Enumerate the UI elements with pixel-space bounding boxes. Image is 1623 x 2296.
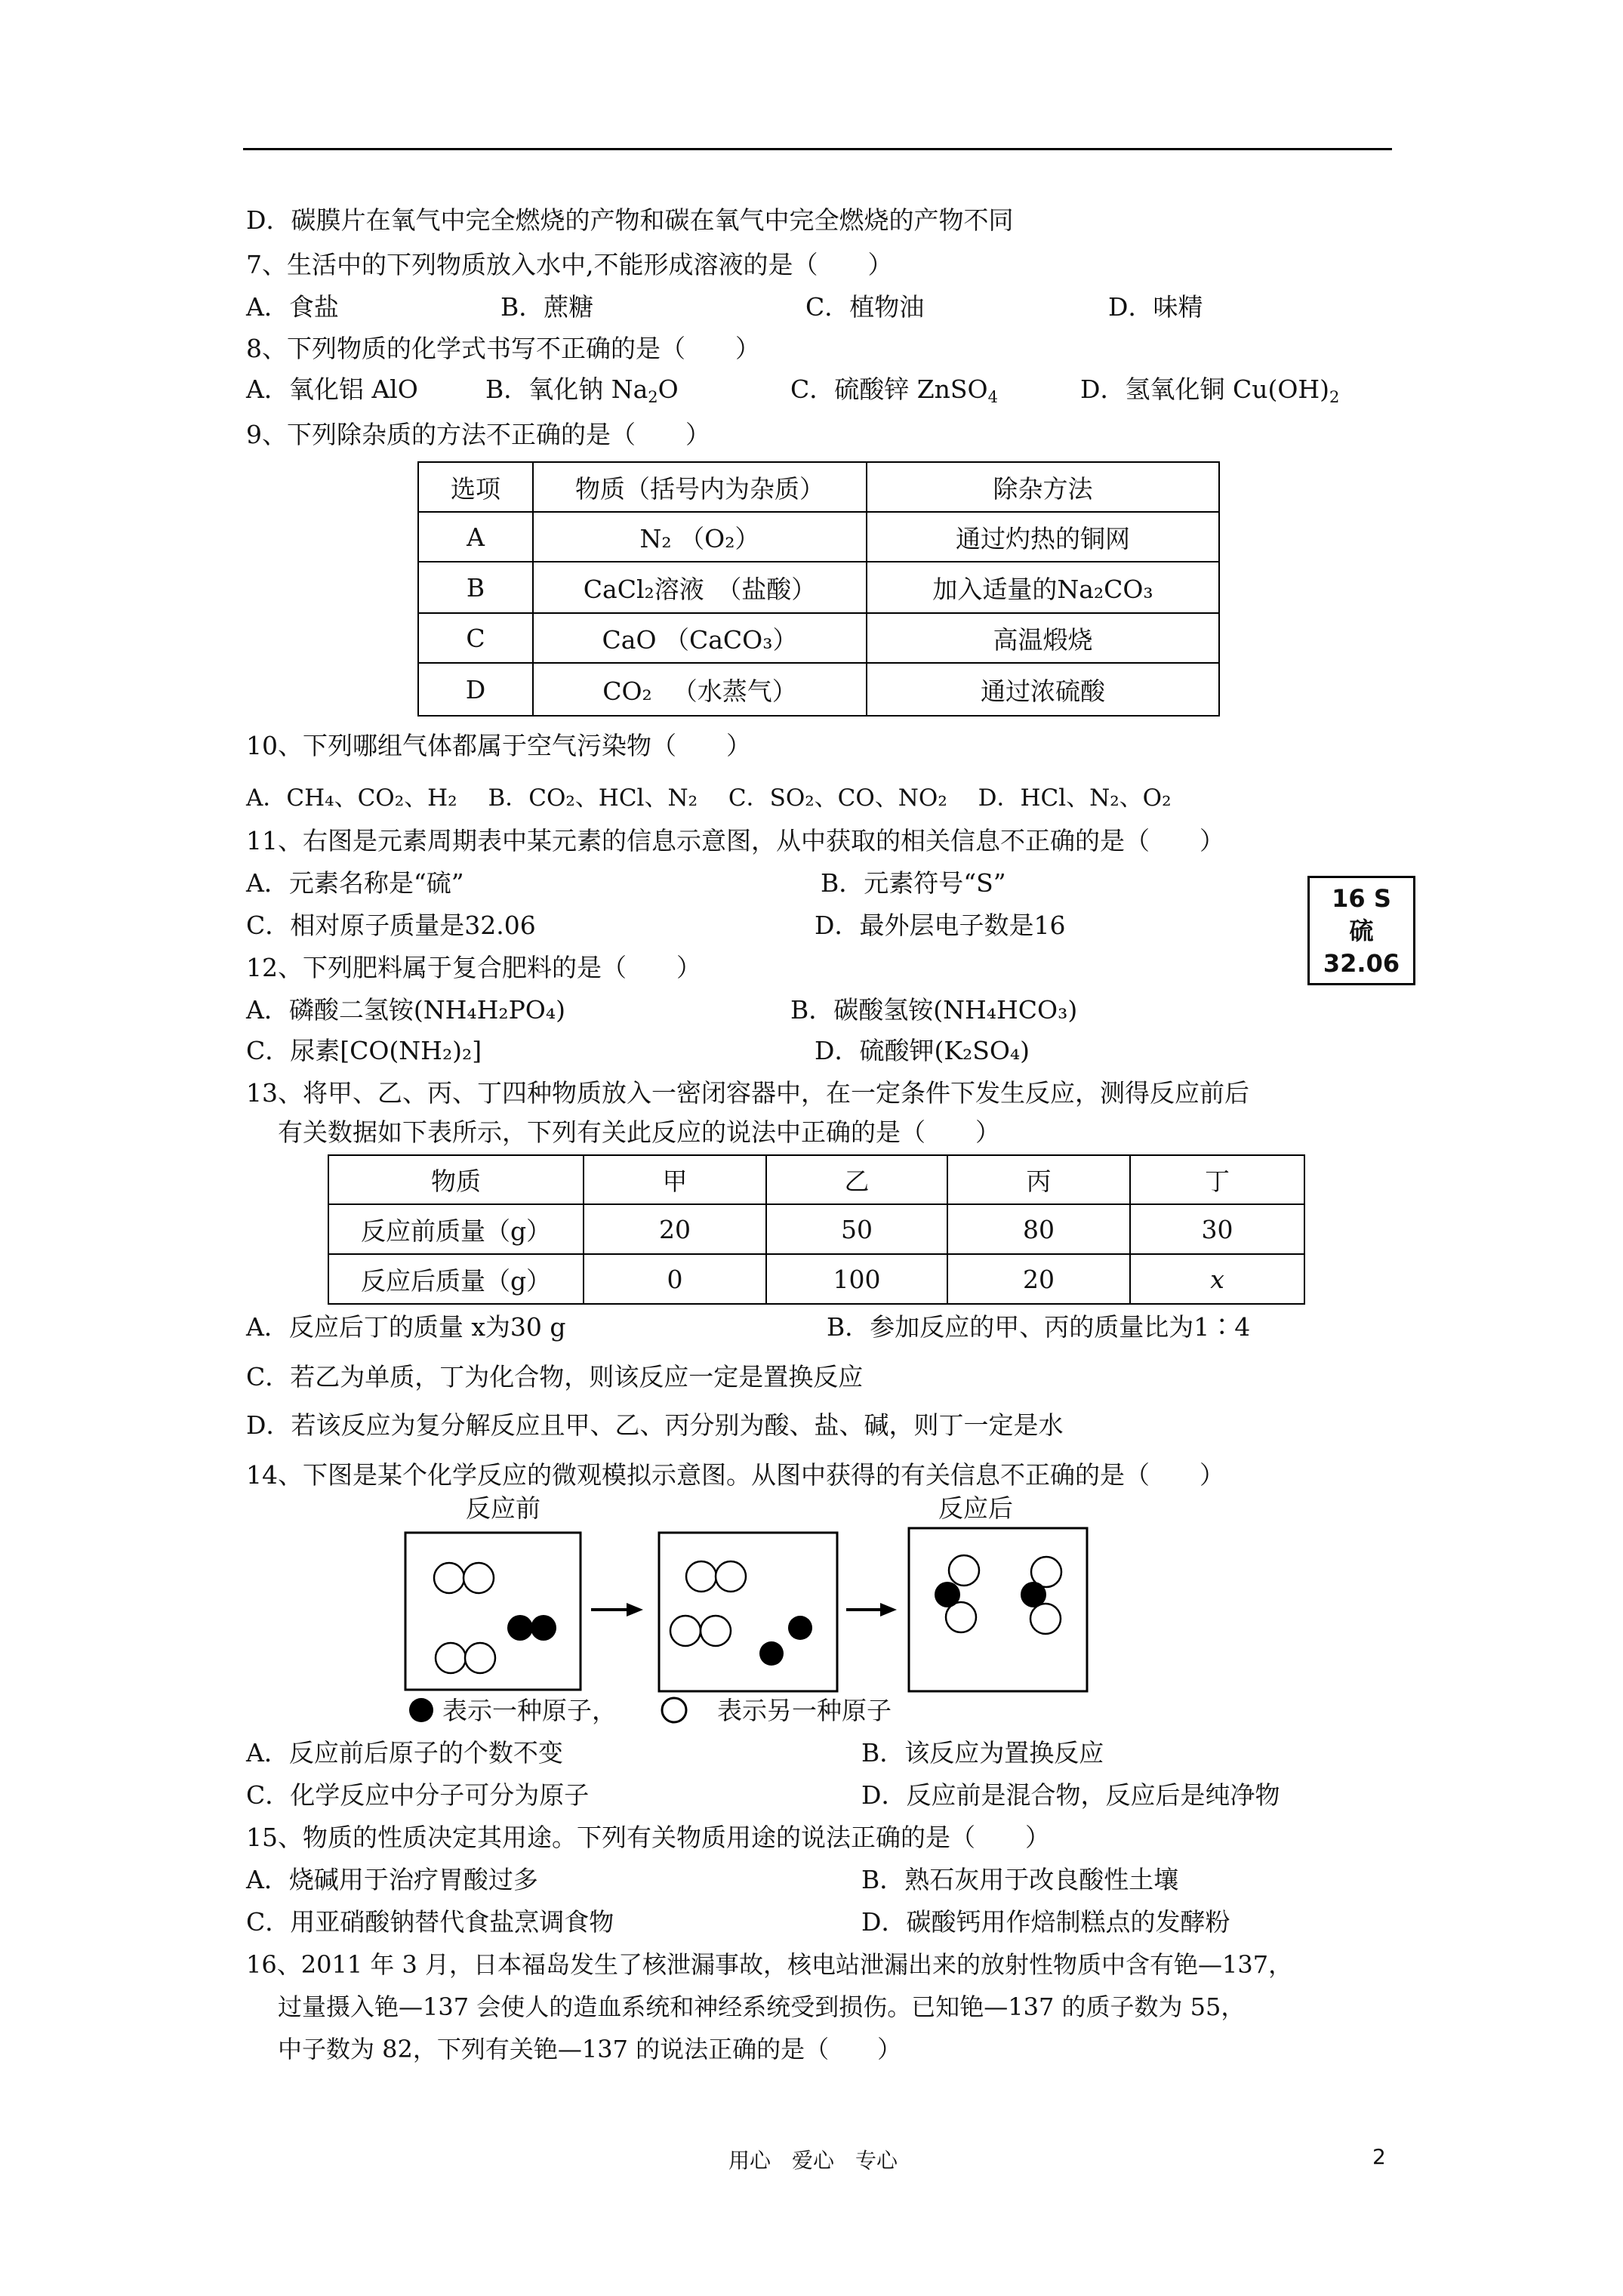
q13-cell: x	[1130, 1254, 1304, 1304]
q8-option-b: B．氧化钠 $Na_2O$	[485, 374, 679, 406]
q13-stem-line2: 有关数据如下表所示，下列有关此反应的说法中正确的是（ ）	[278, 1117, 1000, 1147]
element-mass: 32.06	[1323, 949, 1400, 978]
q13-header: 甲	[584, 1155, 766, 1204]
footer-motto: 用心 爱心 专心	[728, 2148, 898, 2173]
q14-option-a: A．反应前后原子的个数不变	[246, 1738, 563, 1767]
q9-cell: CO₂ （水蒸气）	[533, 663, 867, 716]
box-middle	[659, 1533, 837, 1691]
q14-option-d: D．反应前是混合物，反应后是纯净物	[861, 1780, 1280, 1810]
q8-option-d: D．氢氧化铜 $Cu(OH)_2$	[1080, 374, 1340, 406]
q13-cell: 100	[766, 1254, 947, 1304]
q9-table	[417, 461, 1220, 717]
q9-cell: 通过浓硫酸	[867, 663, 1219, 716]
q7-stem: 7、生活中的下列物质放入水中,不能形成溶液的是（ ）	[246, 250, 893, 279]
q15-option-d: D．碳酸钙用作焙制糕点的发酵粉	[861, 1907, 1230, 1937]
q9-cell: N₂ （O₂）	[533, 512, 867, 562]
q9-header: 物质（括号内为杂质）	[533, 462, 867, 512]
q14-stem: 14、下图是某个化学反应的微观模拟示意图。从图中获得的有关信息不正确的是（ ）	[246, 1460, 1224, 1490]
white-atom-icon	[660, 1697, 688, 1724]
q9-cell: 高温煅烧	[867, 613, 1219, 663]
q13-option-a: A．反应后丁的质量 x为30 g	[246, 1312, 566, 1342]
q13-stem-line1: 13、将甲、乙、丙、丁四种物质放入一密闭容器中，在一定条件下发生反应，测得反应前后	[246, 1078, 1249, 1108]
q9-header: 除杂方法	[867, 462, 1219, 512]
q13-cell: 80	[947, 1204, 1130, 1254]
q16-line2: 过量摄入铯—137 会使人的造血系统和神经系统受到损伤。已知铯—137 的质子数为 55，	[278, 1992, 1246, 2021]
q10-options: A．CH₄、CO₂、H₂ B．CO₂、HCl、N₂ C．SO₂、CO、NO₂ D．HCl、N₂、O₂	[246, 784, 1172, 812]
reaction-diagram	[400, 1525, 1110, 1699]
q11-option-a: A．元素名称是“硫”	[246, 868, 464, 898]
q8-option-c: C．硫酸锌 ZnSO$_4$	[790, 374, 998, 406]
q9-cell: D	[418, 663, 533, 716]
q12-option-b: B．碳酸氢铵(NH₄HCO₃)	[790, 995, 1078, 1025]
q7-option-d: D．味精	[1108, 292, 1203, 322]
legend-white-text: 表示另一种原子	[717, 1696, 892, 1725]
q13-cell: 反应前质量（g）	[328, 1204, 584, 1254]
q10-stem: 10、下列哪组气体都属于空气污染物（ ）	[246, 731, 751, 760]
q9-cell: A	[418, 512, 533, 562]
q9-cell: CaO （CaCO₃）	[533, 613, 867, 663]
legend-black-text: 表示一种原子，	[442, 1696, 617, 1725]
q9-cell: 加入适量的Na₂CO₃	[867, 562, 1219, 613]
q11-option-b: B．元素符号“S”	[821, 868, 1006, 898]
element-info-box	[1307, 876, 1415, 985]
black-atom-icon	[408, 1697, 435, 1724]
q15-option-c: C．用亚硝酸钠替代食盐烹调食物	[246, 1907, 614, 1937]
q13-header: 丁	[1130, 1155, 1304, 1204]
q14-option-b: B．该反应为置换反应	[861, 1738, 1104, 1767]
q7-option-b: B．蔗糖	[500, 292, 594, 322]
q15-stem: 15、物质的性质决定其用途。下列有关物质用途的说法正确的是（ ）	[246, 1823, 1050, 1852]
q13-cell: 50	[766, 1204, 947, 1254]
q7-option-c: C．植物油	[805, 292, 925, 322]
q13-table	[328, 1154, 1305, 1305]
box-after	[909, 1528, 1087, 1691]
q9-header: 选项	[418, 462, 533, 512]
q14-option-c: C．化学反应中分子可分为原子	[246, 1780, 590, 1810]
q9-cell: 通过灼热的铜网	[867, 512, 1219, 562]
q13-cell: 0	[584, 1254, 766, 1304]
q8-option-a: A．氧化铝 AlO	[246, 374, 418, 404]
q11-stem: 11、右图是元素周期表中某元素的信息示意图，从中获取的相关信息不正确的是（ ）	[246, 826, 1224, 855]
q16-line1: 16、2011 年 3 月，日本福岛发生了核泄漏事故，核电站泄漏出来的放射性物质中含有铯—137，	[246, 1950, 1293, 1979]
q13-cell: 20	[584, 1204, 766, 1254]
q12-option-a: A．磷酸二氢铵(NH₄H₂PO₄)	[246, 995, 565, 1025]
q13-cell: 20	[947, 1254, 1130, 1304]
arrow-1-icon	[591, 1603, 643, 1616]
q13-option-c: C．若乙为单质，丁为化合物，则该反应一定是置换反应	[246, 1362, 864, 1391]
q7-option-a: A．食盐	[246, 292, 339, 322]
element-name: 硫	[1349, 917, 1374, 945]
q13-header: 物质	[328, 1155, 584, 1204]
page-number: 2	[1372, 2144, 1386, 2169]
label-before-reaction: 反应前	[466, 1493, 540, 1523]
q11-option-d: D．最外层电子数是16	[815, 911, 1066, 940]
q9-cell: B	[418, 562, 533, 613]
q15-option-a: A．烧碱用于治疗胃酸过多	[246, 1865, 538, 1894]
q12-option-d: D．硫酸钾(K₂SO₄)	[815, 1036, 1030, 1065]
q9-stem: 9、下列除杂质的方法不正确的是（ ）	[246, 420, 710, 449]
q6-option-d: D．碳膜片在氧气中完全燃烧的产物和碳在氧气中完全燃烧的产物不同	[246, 205, 1014, 235]
q15-option-b: B．熟石灰用于改良酸性土壤	[861, 1865, 1179, 1894]
q16-line3: 中子数为 82，下列有关铯—137 的说法正确的是（ ）	[278, 2035, 902, 2063]
q8-stem: 8、下列物质的化学式书写不正确的是（ ）	[246, 334, 760, 363]
q13-option-d: D．若该反应为复分解反应且甲、乙、丙分别为酸、盐、碱，则丁一定是水	[246, 1410, 1064, 1440]
q13-cell: 反应后质量（g）	[328, 1254, 584, 1304]
arrow-2-icon	[846, 1603, 897, 1616]
q12-stem: 12、下列肥料属于复合肥料的是（ ）	[246, 953, 701, 982]
q9-cell: C	[418, 613, 533, 663]
q12-option-c: C．尿素[CO(NH₂)₂]	[246, 1036, 482, 1065]
q13-option-b: B．参加反应的甲、丙的质量比为1∶4	[827, 1312, 1251, 1342]
q9-cell: CaCl₂溶液 （盐酸）	[533, 562, 867, 613]
q13-header: 乙	[766, 1155, 947, 1204]
element-number-symbol: 16 S	[1332, 884, 1391, 913]
q11-option-c: C．相对原子质量是32.06	[246, 911, 536, 940]
q13-cell: 30	[1130, 1204, 1304, 1254]
q13-header: 丙	[947, 1155, 1130, 1204]
header-rule	[243, 148, 1392, 150]
label-after-reaction: 反应后	[938, 1493, 1013, 1523]
